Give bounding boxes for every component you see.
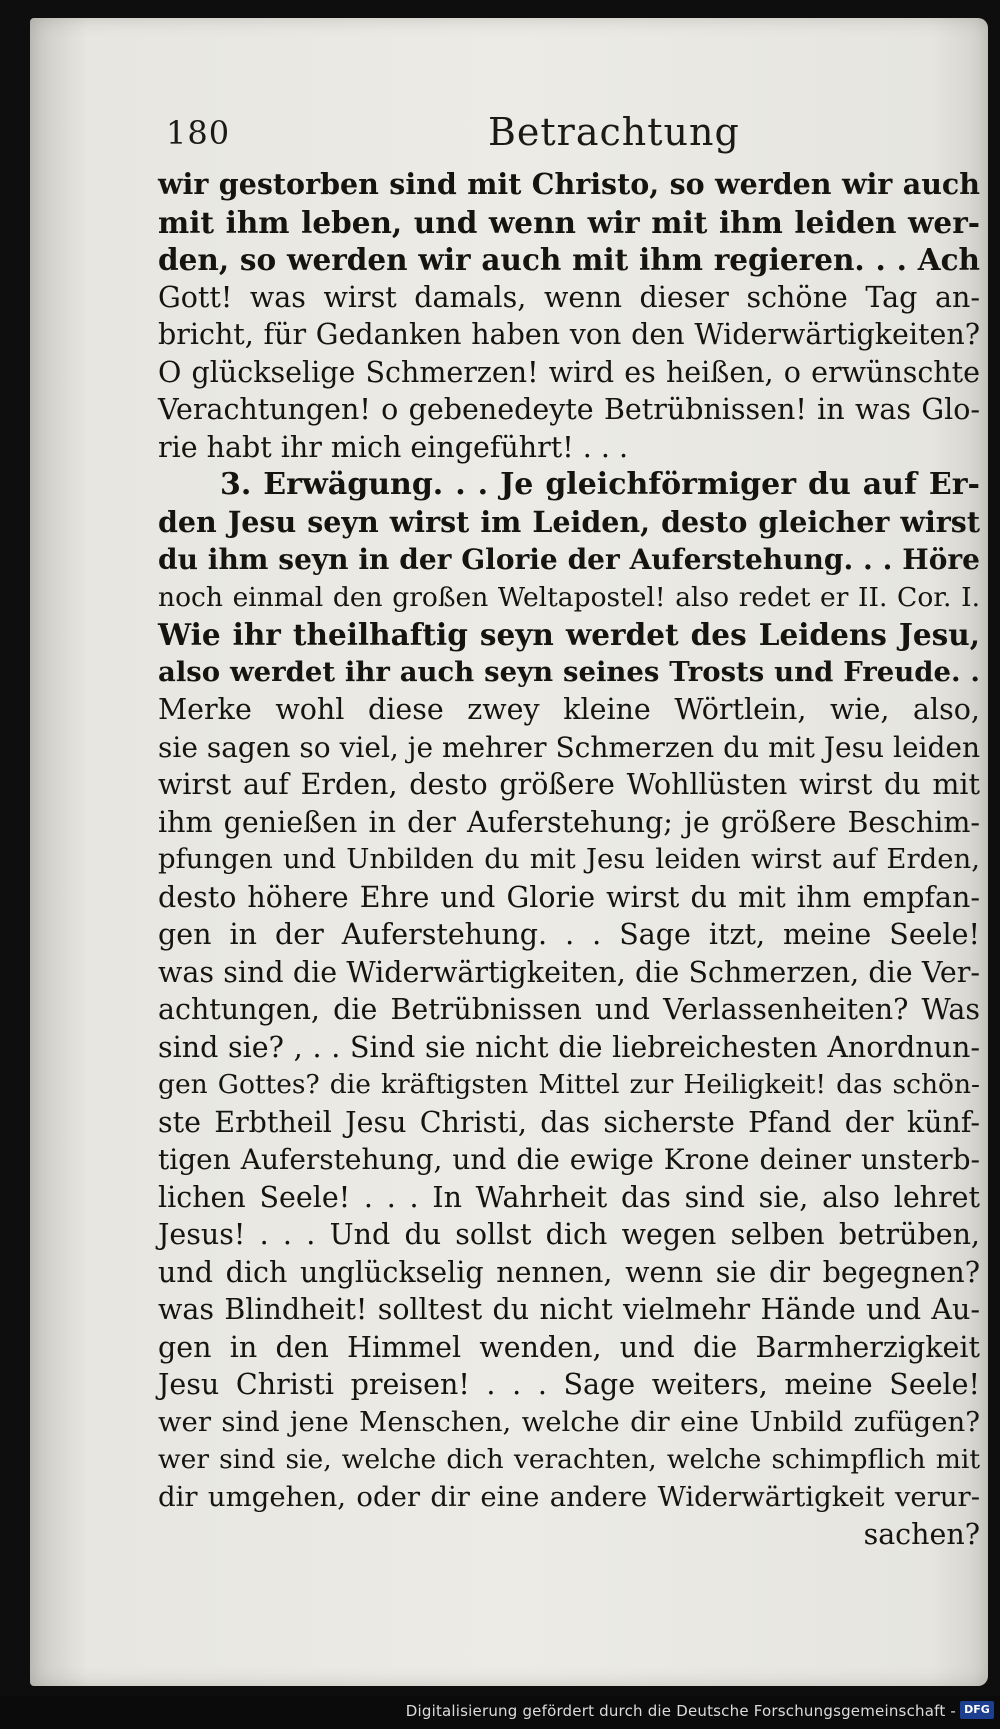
text-line: was sind die Widerwärtigkeiten, die Schmerzen, die Ver- [158,955,980,989]
text-line: was Blindheit! solltest du nicht vielmehr Hände und Au- [158,1293,980,1326]
running-head [158,104,988,166]
text-line: du ihm seyn in der Glorie der Auferstehung. . . Höre [158,543,980,576]
text-line: Jesus! . . . Und du sollst dich wegen selben betrüben, [158,1218,980,1251]
text-line: Verachtungen! o gebenedeyte Betrübnissen! in was Glo- [158,393,980,426]
text-line: wer sind jene Menschen, welche dir eine Unbild zufügen? [158,1405,980,1438]
text-line: lichen Seele! . . . In Wahrheit das sind sie, also lehret [158,1180,980,1214]
text-line: noch einmal den großen Weltapostel! also redet er II. Cor. I. [158,581,980,613]
text-line: sind sie? , . . Sind sie nicht die liebreichesten Anordnun- [158,1030,980,1064]
catchword: sachen? [863,1518,980,1551]
text-line: und dich unglückselig nennen, wenn sie dir begegnen? [158,1255,980,1289]
text-line: wer sind sie, welche dich verachten, welche schimpflich mit [158,1444,980,1475]
page-number: 180 [166,114,231,152]
page-content [158,104,988,1554]
text-line: den, so werden wir auch mit ihm regieren. . . Ach [158,242,980,277]
text-line: Gott! was wirst damals, wenn dieser schöne Tag an- [158,280,980,314]
text-line: sie sagen so viel, je mehrer Schmerzen du mit Jesu leiden [158,730,980,764]
book-page [30,18,988,1686]
text-line: gen Gottes? die kräftigsten Mittel zur Heiligkeit! das schön- [158,1069,980,1100]
body-text [158,166,980,1554]
text-line: gen in der Auferstehung. . . Sage itzt, meine Seele! [158,918,980,951]
text-line: tigen Auferstehung, und die ewige Krone deiner unsterb- [158,1143,980,1176]
text-line: bricht, für Gedanken haben von den Widerwärtigkeiten? [158,318,980,351]
text-line: ihm genießen in der Auferstehung; je größere Beschim- [158,805,980,839]
text-line: O glückselige Schmerzen! wird es heißen, o erwünschte [158,355,980,389]
text-line: Jesu Christi preisen! . . . Sage weiters, meine Seele! [158,1368,980,1401]
text-line: wirst auf Erden, desto größere Wohllüsten wirst du mit [158,768,980,801]
text-line: desto höhere Ehre und Glorie wirst du mit ihm empfan- [158,880,980,914]
text-line: gen in den Himmel wenden, und die Barmherzigkeit [158,1330,980,1364]
text-line: dir umgehen, oder dir eine andere Widerwärtigkeit verur- [158,1480,980,1513]
text-line: pfungen und Unbilden du mit Jesu leiden wirst auf Erden, [158,843,980,875]
text-line: Merke wohl diese zwey kleine Wörtlein, wie, also, [158,693,980,726]
text-line: Wie ihr theilhaftig seyn werdet des Leidens Jesu, [158,617,980,652]
dfg-logo-icon: DFG [960,1701,994,1719]
digitization-footer [0,1696,1000,1729]
text-line: mit ihm leben, und wenn wir mit ihm leiden wer- [158,204,980,240]
running-title: Betrachtung [488,110,740,154]
text-line: also werdet ihr auch seyn seines Trosts und Freude. . [158,655,980,688]
funding-credit: Digitalisierung gefördert durch die Deutsche Forschungsgemeinschaft - [405,1702,956,1720]
text-line: achtungen, die Betrübnissen und Verlassenheiten? Was [158,993,980,1026]
paragraph-start: 3. Erwägung. . . Je gleichförmiger du auf Er- [220,467,980,502]
text-line: rie habt ihr mich eingeführt! . . . [158,430,629,464]
text-line: wir gestorben sind mit Christo, so werden wir auch [158,167,980,201]
text-line: ste Erbtheil Jesu Christi, das sicherste Pfand der künf- [158,1105,980,1139]
text-line: den Jesu seyn wirst im Leiden, desto gleicher wirst [158,504,980,539]
